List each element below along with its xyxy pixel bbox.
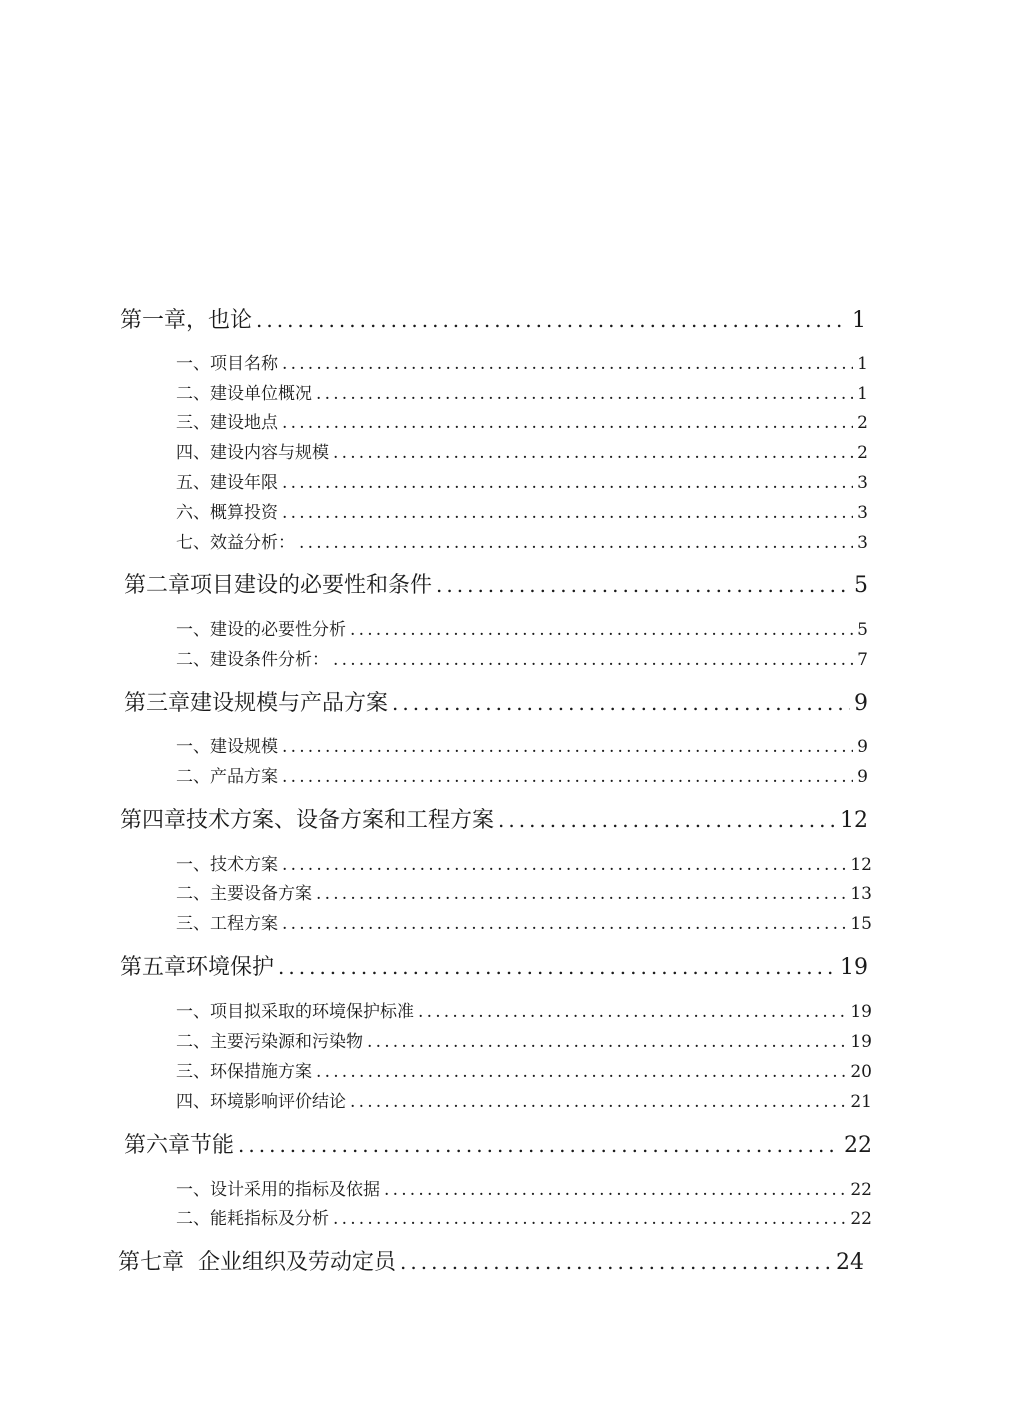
toc-section-entry[interactable] [176, 1000, 872, 1024]
section-title: 二、主要污染源和污染物 [176, 1032, 363, 1052]
toc-section-entry[interactable] [176, 853, 872, 877]
dot-leader [418, 1000, 846, 1024]
page-number: 24 [836, 1250, 864, 1275]
toc-section-entry[interactable] [176, 618, 868, 642]
page-number: 19 [850, 1032, 872, 1052]
page-number: 22 [844, 1133, 872, 1158]
page-number: 3 [857, 473, 868, 493]
toc-chapter-entry[interactable] [124, 570, 868, 600]
section-title: 四、环境影响评价结论 [176, 1092, 346, 1112]
toc-chapter-entry[interactable] [120, 305, 866, 335]
page-number: 7 [857, 650, 868, 670]
toc-chapter-entry[interactable] [124, 688, 868, 718]
dot-leader [299, 531, 853, 555]
section-title: 二、能耗指标及分析 [176, 1209, 329, 1229]
dot-leader [256, 305, 848, 335]
dot-leader [350, 1090, 846, 1114]
dot-leader [316, 1060, 846, 1084]
dot-leader [333, 441, 853, 465]
page-number: 9 [857, 737, 868, 757]
dot-leader [282, 765, 853, 789]
toc-section-entry[interactable] [176, 1030, 872, 1054]
dot-leader [350, 618, 853, 642]
toc-section-entry[interactable] [176, 531, 868, 555]
toc-section-entry[interactable] [176, 912, 872, 936]
toc-section-entry[interactable] [176, 1090, 872, 1114]
section-title: 三、建设地点 [176, 413, 278, 433]
toc-section-entry[interactable] [176, 441, 868, 465]
toc-section-entry[interactable] [176, 735, 868, 759]
page-number: 12 [850, 855, 872, 875]
chapter-title: 第七章 企业组织及劳动定员 [118, 1250, 396, 1275]
page-number: 1 [857, 384, 868, 404]
section-title: 二、建设条件分析： [176, 650, 329, 670]
toc-section-entry[interactable] [176, 352, 868, 376]
page-number: 13 [850, 884, 872, 904]
page-number: 12 [840, 808, 868, 833]
toc-chapter-entry[interactable] [124, 1130, 872, 1160]
chapter-title: 第一章，也论 [120, 308, 253, 333]
page-number: 2 [857, 413, 868, 433]
section-title: 一、建设规模 [176, 737, 278, 757]
toc-section-entry[interactable] [176, 471, 868, 495]
dot-leader [400, 1247, 832, 1277]
toc-section-entry[interactable] [176, 765, 868, 789]
section-title: 二、产品方案 [176, 767, 278, 787]
page-number: 22 [850, 1180, 872, 1200]
dot-leader [316, 882, 846, 906]
page-number: 15 [850, 914, 872, 934]
section-title: 三、环保措施方案 [176, 1062, 312, 1082]
dot-leader [278, 952, 836, 982]
page-number: 9 [857, 767, 868, 787]
toc-section-entry[interactable] [176, 882, 872, 906]
toc-chapter-entry[interactable] [118, 1247, 864, 1277]
page-number: 22 [850, 1209, 872, 1229]
toc-section-entry[interactable] [176, 501, 868, 525]
toc-chapter-entry[interactable] [120, 952, 868, 982]
page-number: 20 [850, 1062, 872, 1082]
page-number: 19 [850, 1002, 872, 1022]
chapter-title: 第六章节能 [124, 1133, 235, 1158]
page-number: 2 [857, 443, 868, 463]
dot-leader [282, 352, 853, 376]
chapter-title: 第四章技术方案、设备方案和工程方案 [120, 808, 495, 833]
dot-leader [282, 501, 853, 525]
page-number: 5 [854, 573, 868, 598]
section-title: 三、工程方案 [176, 914, 278, 934]
dot-leader [316, 382, 853, 406]
dot-leader [436, 570, 850, 600]
toc-section-entry[interactable] [176, 1060, 872, 1084]
page-number: 21 [850, 1092, 872, 1112]
dot-leader [384, 1178, 846, 1202]
section-title: 一、项目名称 [176, 354, 278, 374]
dot-leader [238, 1130, 840, 1160]
section-title: 七、效益分析： [176, 533, 295, 553]
section-title: 六、概算投资 [176, 503, 278, 523]
toc-section-entry[interactable] [176, 1178, 872, 1202]
page-number: 3 [857, 533, 868, 553]
toc-section-entry[interactable] [176, 648, 868, 672]
chapter-title: 第五章环境保护 [120, 955, 275, 980]
page-number: 1 [857, 354, 868, 374]
dot-leader [282, 411, 853, 435]
section-title: 二、主要设备方案 [176, 884, 312, 904]
dot-leader [333, 648, 853, 672]
page-number: 5 [857, 620, 868, 640]
dot-leader [282, 853, 846, 877]
page-number: 3 [857, 503, 868, 523]
section-title: 一、技术方案 [176, 855, 278, 875]
section-title: 一、建设的必要性分析 [176, 620, 346, 640]
page-number: 1 [852, 308, 866, 333]
section-title: 五、建设年限 [176, 473, 278, 493]
dot-leader [282, 471, 853, 495]
toc-section-entry[interactable] [176, 411, 868, 435]
section-title: 二、建设单位概况 [176, 384, 312, 404]
section-title: 一、设计采用的指标及依据 [176, 1180, 380, 1200]
dot-leader [367, 1030, 846, 1054]
chapter-title: 第三章建设规模与产品方案 [124, 691, 389, 716]
dot-leader [333, 1207, 846, 1231]
dot-leader [282, 912, 846, 936]
section-title: 四、建设内容与规模 [176, 443, 329, 463]
dot-leader [392, 688, 850, 718]
page-number: 9 [854, 691, 868, 716]
page-number: 19 [840, 955, 868, 980]
toc-chapter-entry[interactable] [120, 805, 868, 835]
section-title: 一、项目拟采取的环境保护标准 [176, 1002, 414, 1022]
toc-section-entry[interactable] [176, 382, 868, 406]
toc-section-entry[interactable] [176, 1207, 872, 1231]
dot-leader [498, 805, 836, 835]
chapter-title: 第二章项目建设的必要性和条件 [124, 573, 433, 598]
dot-leader [282, 735, 853, 759]
